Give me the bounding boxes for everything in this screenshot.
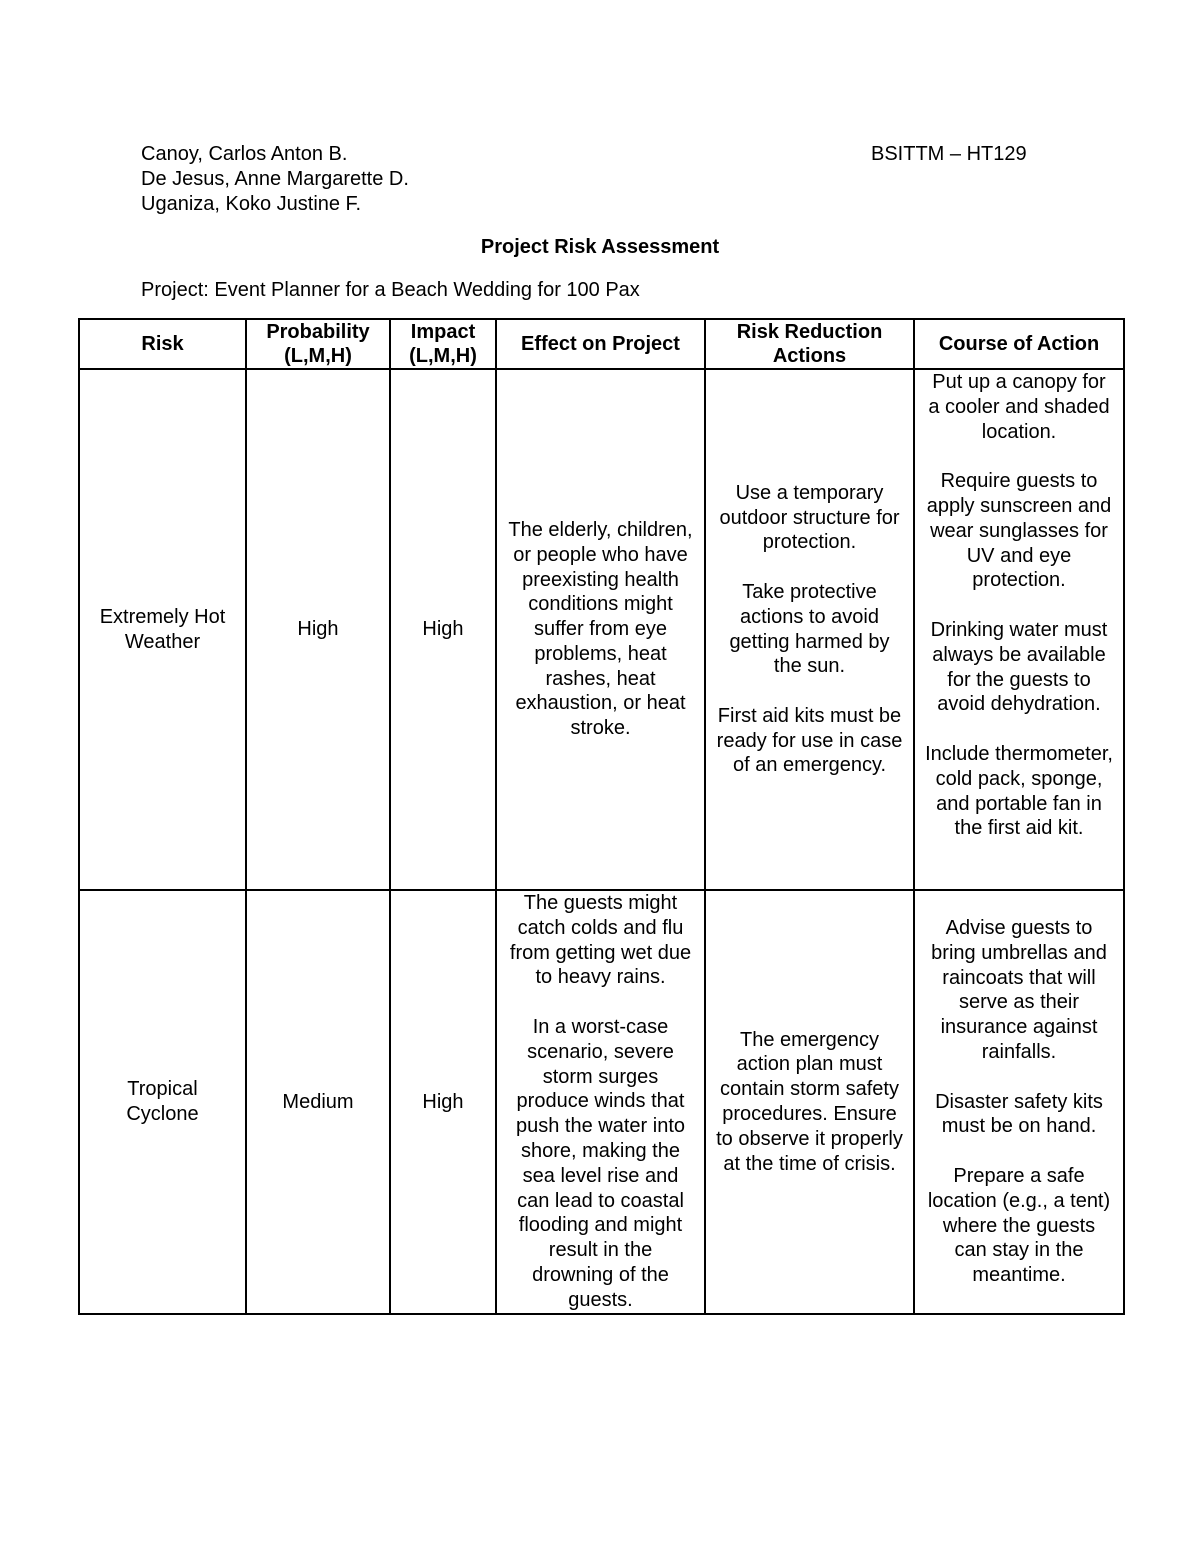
section-code: BSITTM – HT129 [871, 143, 1027, 165]
author-list [141, 142, 409, 217]
column-header-action: Course of Action [914, 319, 1124, 369]
column-header-reduction: Risk Reduction Actions [705, 319, 914, 369]
column-header-probability: Probability (L,M,H) [246, 319, 390, 369]
impact-cell: High [390, 369, 496, 890]
impact-cell: High [390, 890, 496, 1314]
action-cell [914, 369, 1124, 890]
probability-cell: Medium [246, 890, 390, 1314]
probability-cell: High [246, 369, 390, 890]
action-cell [914, 890, 1124, 1314]
author-name: Uganiza, Koko Justine F. [141, 193, 362, 215]
reduction-text: First aid kits must be ready for use in case of an emergency. [716, 704, 903, 777]
column-header-effect: Effect on Project [496, 319, 705, 369]
risk-cell: Extremely Hot Weather [79, 369, 246, 890]
action-text: Drinking water must always be available for the guests to avoid dehydration. [930, 618, 1108, 716]
author-name: Canoy, Carlos Anton B. [141, 143, 348, 165]
project-line: Project: Event Planner for a Beach Wedding for 100 Pax [141, 279, 640, 301]
action-text: Prepare a safe location (e.g., a tent) where the guests can stay in the meantime. [927, 1164, 1111, 1287]
table-header-row [79, 319, 1124, 369]
risk-assessment-table [78, 318, 1125, 1315]
action-text: Advise guests to bring umbrellas and raincoats that will serve as their insurance against rainfalls. [931, 917, 1107, 1063]
document-title: Project Risk Assessment [480, 236, 720, 258]
action-text: Put up a canopy for a cooler and shaded location. [928, 371, 1110, 443]
reduction-cell [705, 890, 914, 1314]
author-name: De Jesus, Anne Margarette D. [141, 168, 409, 190]
column-header-impact: Impact (L,M,H) [390, 319, 496, 369]
effect-cell [496, 369, 705, 890]
risk-cell: Tropical Cyclone [79, 890, 246, 1314]
table-row [79, 369, 1124, 890]
effect-text: In a worst-case scenario, severe storm surges produce winds that push the water into shore, making the sea level rise and can lead to coastal flooding and might result in the drowning of the guests. [516, 1015, 685, 1311]
effect-text: The elderly, children, or people who have preexisting health conditions might suffer from eye problems, heat rashes, heat exhaustion, or heat stroke. [508, 518, 693, 740]
table-row [79, 890, 1124, 1314]
column-header-risk: Risk [79, 319, 246, 369]
action-text: Require guests to apply sunscreen and wear sunglasses for UV and eye protection. [926, 470, 1112, 592]
action-text: Disaster safety kits must be on hand. [935, 1090, 1103, 1138]
reduction-cell [705, 369, 914, 890]
action-text: Include thermometer, cold pack, sponge, and portable fan in the first aid kit. [925, 742, 1113, 840]
reduction-text: Use a temporary outdoor structure for protection. [719, 481, 900, 554]
effect-cell [496, 890, 705, 1314]
reduction-text: The emergency action plan must contain storm safety procedures. Ensure to observe it properly at the time of crisis. [716, 1028, 903, 1175]
effect-text: The guests might catch colds and flu from getting wet due to heavy rains. [509, 892, 692, 989]
reduction-text: Take protective actions to avoid getting harmed by the sun. [729, 580, 890, 678]
